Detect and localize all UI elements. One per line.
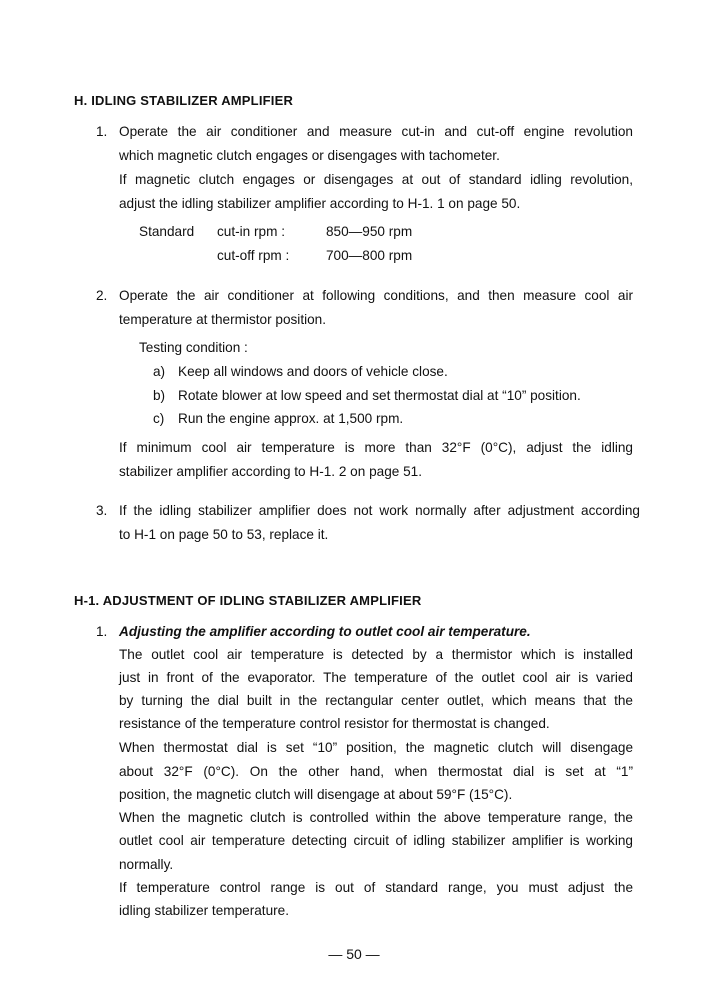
body-line: to H-1 on page 50 to 53, replace it.	[119, 527, 329, 542]
item-number: 1.	[96, 124, 108, 139]
body-line: by turning the dial built in the rectangular center outlet, which means that the	[119, 693, 633, 708]
item-number: 3.	[96, 503, 108, 518]
condition-text: Rotate blower at low speed and set thermostat dial at “10” position.	[178, 388, 581, 403]
body-line: If temperature control range is out of standard range, you must adjust the	[119, 880, 633, 895]
item-title: Adjusting the amplifier according to outlet cool air temperature.	[119, 624, 531, 639]
body-line: If minimum cool air temperature is more than 32°F (0°C), adjust the idling	[119, 440, 633, 455]
body-line: temperature at thermistor position.	[119, 312, 327, 327]
body-line: If magnetic clutch engages or disengages at out of standard idling revolution,	[119, 172, 633, 187]
condition-text: Keep all windows and doors of vehicle close.	[178, 364, 448, 379]
cutoff-value: 700—800 rpm	[326, 248, 413, 263]
page-number: — 50 —	[328, 946, 380, 962]
body-line: When the magnetic clutch is controlled within the above temperature range, the	[119, 810, 633, 825]
body-line: When thermostat dial is set “10” position, the magnetic clutch will disengage	[119, 740, 633, 755]
section-h-heading: H. IDLING STABILIZER AMPLIFIER	[74, 93, 294, 108]
cutin-label: cut-in rpm :	[217, 224, 285, 239]
body-line: stabilizer amplifier according to H-1. 2 on page 51.	[119, 464, 422, 479]
body-line: adjust the idling stabilizer amplifier according to H-1. 1 on page 50.	[119, 196, 521, 211]
condition-letter: a)	[153, 364, 166, 379]
cutin-value: 850—950 rpm	[326, 224, 413, 239]
body-line: just in front of the evaporator. The temperature of the outlet cool air is varied	[119, 670, 633, 685]
condition-letter: c)	[153, 411, 165, 426]
body-line: The outlet cool air temperature is detected by a thermistor which is installed	[119, 647, 633, 662]
body-line: position, the magnetic clutch will disengage at about 59°F (15°C).	[119, 787, 513, 802]
body-line: which magnetic clutch engages or disengages with tachometer.	[119, 148, 500, 163]
body-line: outlet cool air temperature detecting circuit of idling stabilizer amplifier is working	[119, 833, 633, 848]
body-line: normally.	[119, 857, 174, 872]
body-line: Operate the air conditioner and measure cut-in and cut-off engine revolution	[119, 124, 633, 139]
testing-condition-label: Testing condition :	[139, 340, 248, 355]
body-line: idling stabilizer temperature.	[119, 903, 290, 918]
cutoff-label: cut-off rpm :	[217, 248, 290, 263]
item-number: 1.	[96, 624, 108, 639]
body-line: Operate the air conditioner at following conditions, and then measure cool air	[119, 288, 633, 303]
condition-text: Run the engine approx. at 1,500 rpm.	[178, 411, 404, 426]
standard-label: Standard	[139, 224, 195, 239]
body-line: resistance of the temperature control resistor for thermostat is changed.	[119, 716, 550, 731]
section-h1-heading: H-1. ADJUSTMENT OF IDLING STABILIZER AMPLIFIER	[74, 593, 422, 608]
condition-letter: b)	[153, 388, 166, 403]
item-number: 2.	[96, 288, 108, 303]
body-line: If the idling stabilizer amplifier does not work normally after adjustment according	[119, 503, 640, 518]
body-line: about 32°F (0°C). On the other hand, when thermostat dial is set at “1”	[119, 764, 633, 779]
